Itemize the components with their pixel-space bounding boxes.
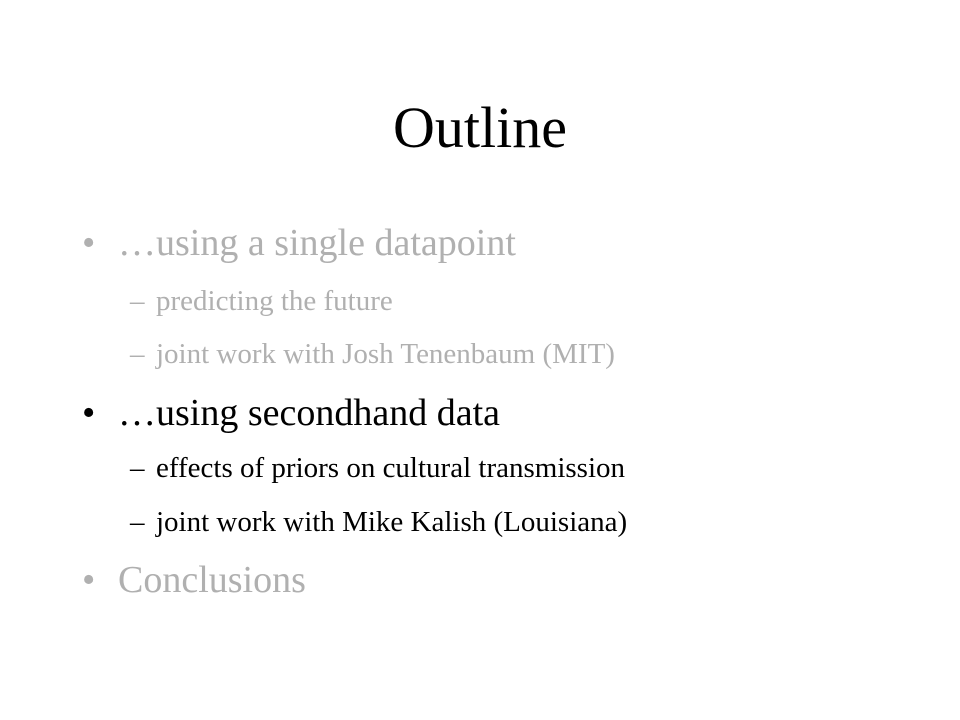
bullet-marker: • [82,559,96,601]
dash-marker: – [130,338,145,370]
subitem-text: joint work with Josh Tenenbaum (MIT) [156,338,615,370]
dash-marker: – [130,506,145,538]
slide-title: Outline [393,95,567,160]
bullet-text: …using secondhand data [118,392,501,434]
subitem-text: predicting the future [156,285,393,317]
bullet-marker: • [82,222,96,264]
dash-marker: – [130,452,145,484]
subitem-text: effects of priors on cultural transmission [156,452,625,484]
bullet-marker: • [82,392,96,434]
dash-marker: – [130,285,145,317]
bullet-text: …using a single datapoint [118,222,516,264]
bullet-text: Conclusions [118,559,306,601]
subitem-text: joint work with Mike Kalish (Louisiana) [156,506,628,538]
